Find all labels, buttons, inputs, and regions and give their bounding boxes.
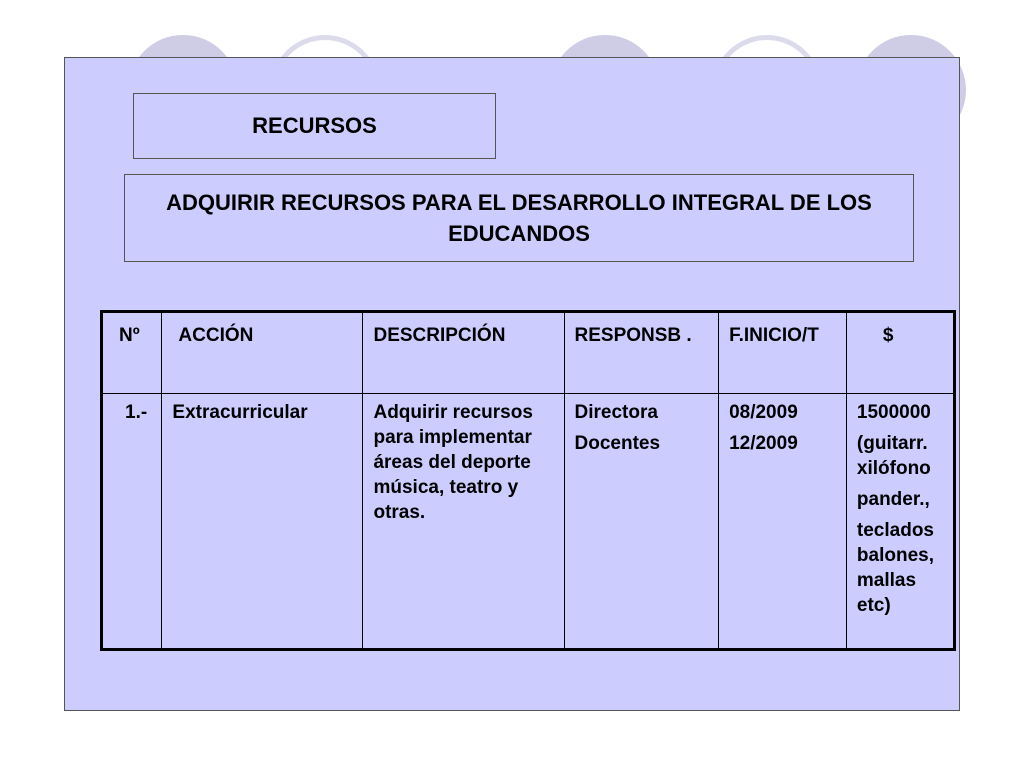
cell-number: 1.-: [102, 394, 162, 650]
table-header-row: [102, 312, 955, 394]
responsable-directora: Directora: [574, 402, 658, 423]
header-descripcion: DESCRIPCIÓN: [363, 312, 564, 394]
fecha-termino: 12/2009: [729, 433, 798, 454]
cell-fecha: [719, 394, 847, 650]
monto-detalle-3: teclados balones, mallas etc): [856, 520, 934, 616]
monto-detalle-2: pander.,: [856, 489, 930, 510]
monto-total: 1500000: [856, 402, 931, 423]
cell-descripcion: Adquirir recursos para implementar áreas del deporte música, teatro y otras.: [363, 394, 564, 650]
table-row: [102, 394, 955, 650]
header-responsable: RESPONSB .: [564, 312, 719, 394]
cell-accion: Extracurricular: [162, 394, 363, 650]
header-accion: ACCIÓN: [162, 312, 363, 394]
fecha-inicio: 08/2009: [729, 402, 798, 423]
header-monto: $: [846, 312, 954, 394]
header-fecha: F.INICIO/T: [719, 312, 847, 394]
page-title: RECURSOS: [133, 93, 496, 159]
resources-table: [100, 310, 956, 651]
responsable-docentes: Docentes: [574, 433, 661, 454]
objective-box: ADQUIRIR RECURSOS PARA EL DESARROLLO INTEGRAL DE LOS EDUCANDOS: [124, 174, 914, 262]
header-number: Nº: [102, 312, 162, 394]
monto-detalle-1: (guitarr. xilófono: [856, 433, 931, 479]
cell-monto: [846, 394, 954, 650]
cell-responsable: [564, 394, 719, 650]
